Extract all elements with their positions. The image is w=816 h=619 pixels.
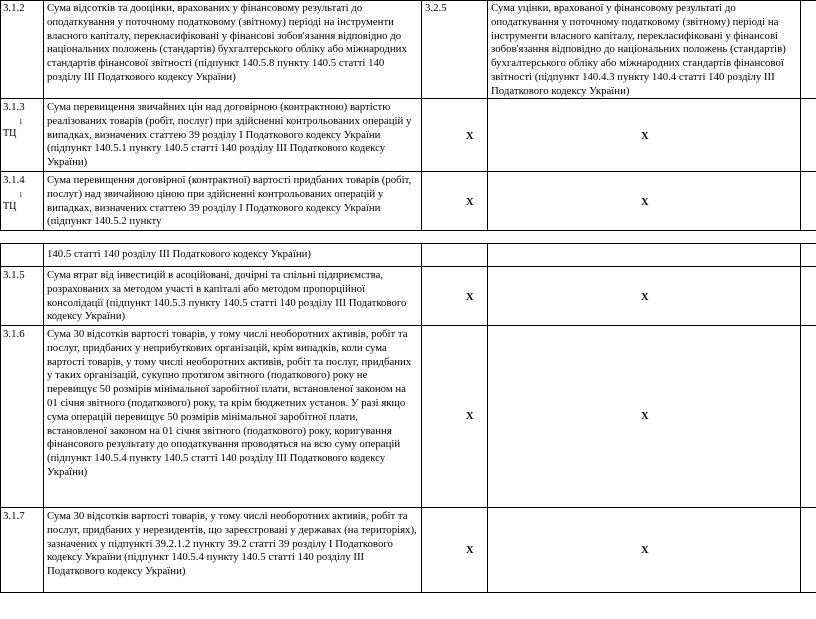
row-divider <box>0 507 816 508</box>
row-code: 3.1.5 <box>3 269 25 281</box>
row-code-suffix: ТЦ <box>3 128 17 139</box>
column-divider <box>487 243 488 593</box>
column-divider <box>43 0 44 231</box>
column-divider <box>800 0 801 231</box>
superscript-mark: 1 <box>19 191 23 199</box>
superscript-mark: 1 <box>19 118 23 126</box>
column-divider <box>487 0 488 231</box>
row-code: 3.1.6 <box>3 328 25 340</box>
row-divider <box>0 266 816 267</box>
row-description: Сума втрат від інвестицій в асоційовані, дочірні та спільні підприємства, розрахованих за методом участі в капіталі або методом пропорційної консолідації (підпункт 140.5.3 пункту 140.5 статті 140 розділу III Податкового кодексу України) <box>47 269 407 323</box>
row-divider <box>0 230 816 231</box>
row-description: Сума 30 відсотків вартості товарів, у тому числі необоротних активів, робіт та послуг, придбаних у неприбуткових організацій, крім випадків, коли сума вартості товарів, у тому числі необоротних активів, робіт та послуг, придбаних у таких організацій, сукупно протягом звітного (податкового) року не перевищує 50 розмірів мінімальної заробітної плати, встановленої законом на 01 січня звітного (податкового) року, та крім бюджетних установ. У разі якщо сума операцій перевищує 50 розмірів мінімальної заробітної плати, встановленої законом на 01 січня звітного (податкового) року, коригування фінансового результату до оподаткування проводяться на всю суму операцій (підпункт 140.5.4 пункту 140.5 статті 140 розділу III Податкового кодексу України) <box>47 328 412 478</box>
row-divider <box>0 325 816 326</box>
row-divider <box>0 171 816 172</box>
x-mark: X <box>466 292 474 303</box>
row-code: 3.1.7 <box>3 510 25 522</box>
column-divider <box>421 0 422 231</box>
row-description: Сума 30 відсотків вартості товарів, у тому числі необоротних активів, робіт та послуг, придбаних у нерезидентів, що зареєстровані у державах (на територіях), зазначених у підпункті 39.2.1.2 пункту 39.2 статті 39 розділу I Податкового кодексу України (підпункт 140.5.4 пункту 140.5 статті 140 розділу III Податкового кодексу України) <box>47 510 417 578</box>
row-description: Сума уцінки, врахованої у фінансовому результаті до оподаткування у поточному податковому (звітному) періоді на інструменти власного капіталу, перекласифіковані у фінансові зобов'язання відповідно до національних положень (стандартів) бухгалтерського обліку або міжнародних стандартів фінансової звітності (підпункт 140.4.3 пункту 140.4 статті 140 розділу III Податкового кодексу України) <box>491 2 786 97</box>
x-mark: X <box>641 545 649 556</box>
row-code: 3.1.3 <box>3 101 25 113</box>
x-mark: X <box>466 131 474 142</box>
row-code: 3.1.4 <box>3 174 25 186</box>
column-divider <box>0 243 1 593</box>
x-mark: X <box>466 411 474 422</box>
x-mark: X <box>641 131 649 142</box>
x-mark: X <box>641 197 649 208</box>
x-mark: X <box>641 411 649 422</box>
row-divider <box>0 0 816 1</box>
row-description: Сума відсотків та дооцінки, врахованих у фінансовому результаті до оподаткування у поточному податковому (звітному) періоді на інструменти власного капіталу, перекласифіковані у фінансові зобов'язання відповідно до національних положень (стандартів) бухгалтерського обліку або міжнародних стандартів фінансової звітності (підпункт 140.5.8 пункту 140.5 статті 140 розділу III Податкового кодексу України) <box>47 2 407 83</box>
column-divider <box>800 243 801 593</box>
column-divider <box>421 243 422 593</box>
x-mark: X <box>466 197 474 208</box>
row-divider <box>0 243 816 244</box>
row-code: 3.1.2 <box>3 2 25 14</box>
row-continuation: 140.5 статті 140 розділу III Податкового кодексу України) <box>47 248 311 260</box>
x-mark: X <box>466 545 474 556</box>
row-code: 3.2.5 <box>425 2 447 14</box>
row-divider <box>0 592 816 593</box>
row-description: Сума перевищення звичайних цін над договірною (контрактною) вартістю реалізованих товарів (робіт, послуг) при здійсненні контрольованих операцій у випадках, визначених статтею 39 розділу I Податкового кодексу України (підпункт 140.5.1 пункту 140.5 статті 140 розділу III Податкового кодексу України) <box>47 101 412 169</box>
row-description: Сума перевищення договірної (контрактної) вартості придбаних товарів (робіт, послуг) над звичайною ціною при здійсненні контрольованих операцій у випадках, визначених статтею 39 розділу I Податкового кодексу України (підпункт 140.5.2 пункту <box>47 174 412 228</box>
column-divider <box>0 0 1 231</box>
row-code-suffix: ТЦ <box>3 201 17 212</box>
column-divider <box>43 243 44 593</box>
x-mark: X <box>641 292 649 303</box>
